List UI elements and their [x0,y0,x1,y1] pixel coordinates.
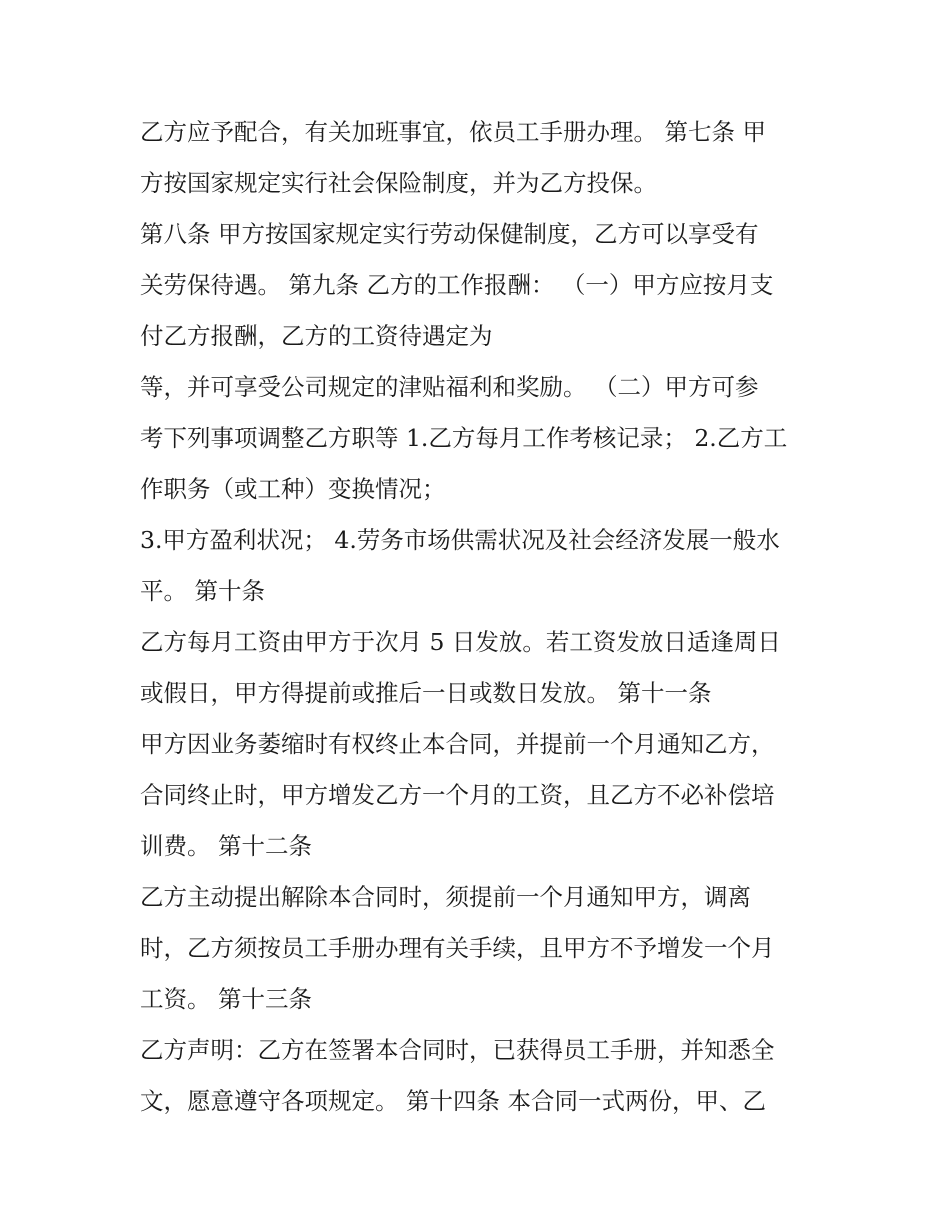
text-line: 甲方因业务萎缩时有权终止本合同，并提前一个月通知乙方， [140,730,775,758]
text-line: 工资。 第十三条 [140,985,312,1013]
text-line: 关劳保待遇。 第九条 乙方的工作报酬： （一）甲方应按月支 [140,271,774,299]
text-line: 考下列事项调整乙方职等 1.乙方每月工作考核记录； 2.乙方工 [140,424,788,452]
text-line: 等，并可享受公司规定的津贴福利和奖励。 （二）甲方可参 [140,373,759,401]
text-line: 文，愿意遵守各项规定。 第十四条 本合同一式两份，甲、乙 [140,1087,766,1115]
text-line: 作职务（或工种）变换情况； [140,475,446,503]
text-line: 3.甲方盈利状况； 4.劳务市场供需状况及社会经济发展一般水 [140,526,780,554]
text-line: 方按国家规定实行社会保险制度，并为乙方投保。 [140,169,657,197]
text-line: 乙方主动提出解除本合同时，须提前一个月通知甲方，调离 [140,883,751,911]
text-line: 付乙方报酬，乙方的工资待遇定为 [140,322,493,350]
text-line: 或假日，甲方得提前或推后一日或数日发放。 第十一条 [140,679,712,707]
text-line: 时，乙方须按员工手册办理有关手续，且甲方不予增发一个月 [140,934,775,962]
text-line: 合同终止时，甲方增发乙方一个月的工资，且乙方不必补偿培 [140,781,775,809]
text-line: 乙方声明：乙方在签署本合同时，已获得员工手册，并知悉全 [140,1036,775,1064]
text-line: 乙方每月工资由甲方于次月 5 日发放。若工资发放日适逢周日 [140,628,781,656]
text-line: 平。 第十条 [140,577,265,605]
text-line: 训费。 第十二条 [140,832,312,860]
contract-text [140,107,820,1127]
text-line: 乙方应予配合，有关加班事宜，依员工手册办理。 第七条 甲 [140,118,766,146]
text-line: 第八条 甲方按国家规定实行劳动保健制度，乙方可以享受有 [140,220,759,248]
